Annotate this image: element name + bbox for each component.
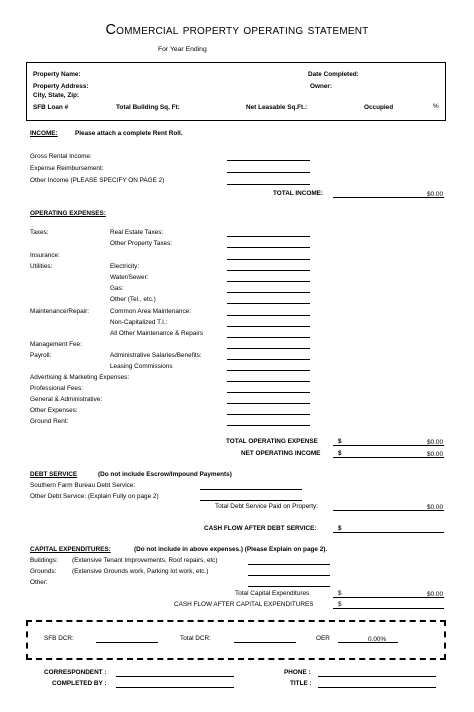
- water-sewer-field[interactable]: [227, 281, 310, 282]
- leasing-commissions-field[interactable]: [227, 370, 310, 371]
- total-opex-dollar: $: [338, 438, 342, 445]
- general-admin-label: General & Administrative:: [30, 396, 103, 403]
- capex-heading: CAPITAL EXPENDITURES:: [30, 546, 111, 553]
- common-area-label: Common Area Maintenance:: [110, 308, 191, 315]
- opex-heading: OPERATING EXPENSES:: [30, 210, 106, 217]
- total-capex-dollar: $: [338, 590, 342, 597]
- percent-sign: %: [433, 103, 439, 110]
- gross-rental-field[interactable]: [227, 160, 310, 161]
- expense-reimb-field[interactable]: [227, 172, 310, 173]
- general-admin-field[interactable]: [227, 403, 310, 404]
- other-tel-field[interactable]: [227, 303, 310, 304]
- admin-salaries-field[interactable]: [227, 359, 310, 360]
- title-field[interactable]: [318, 687, 436, 688]
- correspondent-label: CORRESPONDENT :: [44, 669, 107, 676]
- advertising-label: Advertising & Marketing Expenses:: [30, 374, 130, 381]
- insurance-field[interactable]: [227, 259, 310, 260]
- total-dcr-field[interactable]: [234, 642, 296, 643]
- real-estate-taxes-label: Real Estate Taxes:: [110, 229, 164, 236]
- page-title: Commercial property operating statement: [105, 22, 369, 38]
- gas-field[interactable]: [227, 292, 310, 293]
- noi-label: NET OPERATING INCOME: [241, 450, 321, 457]
- oer-label: OER: [316, 635, 330, 642]
- other-tel-label: Other (Tel., etc.): [110, 296, 156, 303]
- date-completed-label: Date Completed:: [308, 71, 359, 78]
- southern-debt-label: Southern Farm Bureau Debt Service:: [30, 482, 136, 489]
- cf-after-capex-dollar: $: [338, 601, 342, 608]
- leasing-commissions-label: Leasing Commissions: [110, 363, 173, 370]
- ground-rent-label: Ground Rent:: [30, 418, 69, 425]
- payroll-label: Payroll:: [30, 352, 52, 359]
- total-capex-value: $0.00: [427, 591, 443, 598]
- city-state-zip-label: City, State, Zip:: [33, 92, 80, 99]
- expense-reimb-label: Expense Reimbursement:: [30, 165, 104, 172]
- water-sewer-label: Water/Sewer:: [110, 274, 149, 281]
- page-subtitle: For Year Ending: [158, 46, 207, 53]
- electricity-label: Electricity:: [110, 263, 140, 270]
- debt-heading: DEBT SERVICE: [30, 471, 78, 478]
- ground-rent-field[interactable]: [227, 425, 310, 426]
- grounds-label: Grounds:: [30, 568, 57, 575]
- non-cap-field[interactable]: [227, 326, 310, 327]
- capex-note: (Do not include in above expenses.) (Please Explain on page 2).: [134, 546, 328, 553]
- cf-after-capex-label: CASH FLOW AFTER CAPITAL EXPENDITURES: [174, 601, 314, 608]
- mgmt-fee-label: Management Fee:: [30, 341, 82, 348]
- correspondent-field[interactable]: [116, 676, 234, 677]
- buildings-note: (Extensive Tenant Improvements, Roof repairs, etc): [72, 557, 218, 564]
- other-property-taxes-field[interactable]: [227, 247, 310, 248]
- completed-by-field[interactable]: [116, 687, 234, 688]
- all-other-maint-field[interactable]: [227, 337, 310, 338]
- common-area-field[interactable]: [227, 315, 310, 316]
- income-heading: INCOME:: [30, 130, 58, 137]
- income-note: Please attach a complete Rent Roll.: [75, 130, 183, 137]
- all-other-maint-label: All Other Maintenance & Repairs: [110, 330, 204, 337]
- owner-label: Owner:: [310, 83, 333, 90]
- total-dcr-label: Total DCR:: [180, 635, 211, 642]
- property-name-label: Property Name:: [33, 71, 81, 78]
- oer-value[interactable]: 0.00%: [368, 636, 387, 643]
- other-capex-label: Other:: [30, 579, 48, 586]
- cf-after-debt-dollar: $: [338, 525, 342, 532]
- taxes-label: Taxes:: [30, 229, 49, 236]
- other-income-field[interactable]: [227, 184, 310, 185]
- total-debt-value: $0.00: [427, 504, 443, 511]
- title-label: TITLE :: [290, 680, 312, 687]
- advertising-field[interactable]: [227, 381, 310, 382]
- utilities-label: Utilities:: [30, 263, 53, 270]
- total-capex-label: Total Capital Expenditures: [235, 590, 310, 597]
- noi-dollar: $: [338, 450, 342, 457]
- total-opex-label: TOTAL OPERATING EXPENSE: [226, 438, 318, 445]
- other-income-label: Other Income (PLEASE SPECIFY ON PAGE 2): [30, 177, 165, 184]
- real-estate-taxes-field[interactable]: [227, 236, 310, 237]
- other-expenses-field[interactable]: [227, 414, 310, 415]
- phone-field[interactable]: [318, 676, 436, 677]
- buildings-label: Buildings:: [30, 557, 58, 564]
- admin-salaries-label: Administrative Salaries/Benefits:: [110, 352, 202, 359]
- grounds-field[interactable]: [248, 575, 330, 576]
- completed-by-label: COMPLETED BY :: [52, 680, 107, 687]
- gross-rental-label: Gross Rental Income:: [30, 153, 92, 160]
- other-capex-field[interactable]: [248, 586, 330, 587]
- electricity-field[interactable]: [227, 270, 310, 271]
- grounds-note: (Extensive Grounds work, Parking lot work, etc.): [72, 568, 209, 575]
- property-info-box: [26, 62, 446, 121]
- noi-value: $0.00: [427, 451, 443, 458]
- mgmt-fee-field[interactable]: [227, 348, 310, 349]
- professional-fees-field[interactable]: [227, 392, 310, 393]
- occupied-label: Occupied: [364, 104, 394, 111]
- cf-after-capex-underline: [333, 608, 444, 609]
- total-building-label: Total Building Sq. Ft:: [116, 104, 180, 111]
- other-debt-field[interactable]: [200, 500, 302, 501]
- sfb-dcr-field[interactable]: [96, 642, 158, 643]
- maintenance-label: Maintenance/Repair:: [30, 308, 89, 315]
- southern-debt-field[interactable]: [200, 489, 302, 490]
- other-debt-label: Other Debt Service: (Explain Fully on page 2): [30, 493, 159, 500]
- total-opex-value: $0.00: [427, 439, 443, 446]
- property-address-label: Property Address:: [33, 83, 89, 90]
- other-expenses-label: Other Expenses:: [30, 407, 78, 414]
- total-income-label: TOTAL INCOME:: [273, 190, 324, 197]
- phone-label: PHONE :: [284, 669, 311, 676]
- total-debt-label: Total Debt Service Paid on Property:: [215, 503, 319, 510]
- buildings-field[interactable]: [248, 564, 330, 565]
- cf-after-debt-label: CASH FLOW AFTER DEBT SERVICE:: [204, 525, 317, 532]
- sfb-dcr-label: SFB DCR:: [44, 635, 74, 642]
- total-income-value: $0.00: [427, 191, 443, 198]
- debt-note: (Do not include Escrow/Impound Payments): [98, 471, 232, 478]
- professional-fees-label: Professional Fees:: [30, 385, 83, 392]
- other-property-taxes-label: Other Property Taxes:: [110, 240, 173, 247]
- non-cap-label: Non-Capitalized T.I.:: [110, 319, 168, 326]
- net-leasable-label: Net Leasable Sq.Ft.:: [246, 104, 308, 111]
- insurance-label: Insurance:: [30, 252, 60, 259]
- gas-label: Gas:: [110, 285, 124, 292]
- cf-after-debt-underline: [333, 532, 444, 533]
- sfb-loan-label: SFB Loan #: [33, 104, 69, 111]
